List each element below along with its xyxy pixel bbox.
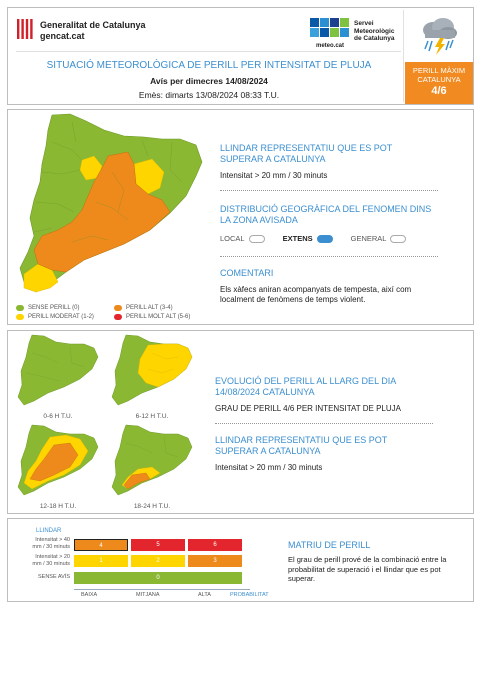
max-danger-value: 4/6 bbox=[431, 85, 447, 97]
matrix-axis-title: PROBABILITAT bbox=[230, 592, 269, 598]
matrix-text: El grau de perill prové de la combinació entre la probabilitat de superació i el llindar que es pot superar. bbox=[288, 555, 447, 583]
servei-meteorologic-name bbox=[354, 20, 394, 43]
matrix-x-label: MITJANA bbox=[136, 592, 160, 598]
servei-line: Meteorològic bbox=[354, 27, 395, 35]
legend-label: PERILL MOLT ALT (5-6) bbox=[126, 314, 191, 320]
threshold-text: Intensitat > 20 mm / 30 minuts bbox=[220, 171, 328, 180]
mini-map-caption: 6-12 H T.U. bbox=[135, 413, 169, 420]
header-divider bbox=[403, 10, 404, 102]
legend-moderate bbox=[16, 314, 94, 320]
max-danger-badge bbox=[405, 62, 473, 104]
gencat-url: gencat.cat bbox=[40, 31, 85, 41]
legend-swatch bbox=[16, 305, 24, 311]
evolution-title: EVOLUCIÓ DEL PERILL AL LLARG DEL DIA 14/08/2024 CATALUNYA bbox=[215, 376, 396, 397]
matrix-cell: 5 bbox=[131, 539, 185, 551]
meteocat-logo bbox=[310, 18, 350, 44]
toggle-label: GENERAL bbox=[350, 234, 387, 243]
legend-low bbox=[16, 305, 79, 311]
matrix-cell: 2 bbox=[131, 555, 185, 567]
matrix-row-label-line: Intensitat > 20 bbox=[35, 554, 70, 560]
servei-line: Servei bbox=[354, 20, 374, 27]
mini-map-6-12h bbox=[108, 333, 196, 413]
toggle-switch[interactable] bbox=[317, 235, 333, 243]
legend-very-high bbox=[114, 314, 190, 320]
toggle-general[interactable] bbox=[351, 234, 407, 243]
header-rule bbox=[16, 51, 401, 52]
section-separator bbox=[215, 423, 433, 424]
evolution-section bbox=[215, 376, 433, 414]
threshold-section bbox=[220, 143, 438, 181]
generalitat-line: Generalitat de Catalunya bbox=[40, 20, 146, 30]
mini-map-12-18h bbox=[14, 423, 102, 503]
evolution-panel bbox=[7, 330, 474, 514]
toggle-extens[interactable] bbox=[283, 234, 333, 243]
main-map-panel bbox=[7, 109, 474, 325]
generalitat-name bbox=[40, 20, 146, 42]
forecast-date: Avís per dimecres 14/08/2024 bbox=[150, 76, 268, 86]
rain-storm-icon bbox=[416, 16, 460, 56]
evolution-threshold-text: Intensitat > 20 mm / 30 minuts bbox=[215, 463, 323, 472]
matrix-row-label bbox=[12, 554, 70, 568]
servei-line: de Catalunya bbox=[354, 35, 395, 42]
matrix-cell: 1 bbox=[74, 555, 128, 567]
matrix-x-label: BAIXA bbox=[81, 592, 98, 598]
bulletin-header bbox=[7, 7, 474, 105]
mini-map-0-6h bbox=[14, 333, 102, 413]
toggle-label: EXTENS bbox=[282, 234, 313, 243]
comment-section bbox=[220, 268, 438, 305]
matrix-row-label-line: mm / 30 minuts bbox=[32, 544, 70, 550]
section-separator bbox=[220, 256, 438, 257]
threshold-title: LLINDAR REPRESENTATIU QUE ES POT SUPERAR A CATALUNYA bbox=[220, 143, 393, 164]
max-danger-label bbox=[405, 62, 473, 84]
matrix-x-axis bbox=[74, 589, 250, 590]
matrix-row-label bbox=[12, 537, 70, 551]
distribution-toggles bbox=[220, 234, 438, 243]
evolution-text: GRAU DE PERILL 4/6 PER INTENSITAT DE PLUJA bbox=[215, 404, 401, 413]
max-danger-label-line: PERILL MÀXIM bbox=[412, 66, 466, 75]
toggle-switch[interactable] bbox=[249, 235, 265, 243]
bulletin-title: SITUACIÓ METEOROLÒGICA DE PERILL PER INTENSITAT DE PLUJA bbox=[46, 60, 372, 71]
legend-swatch bbox=[16, 314, 24, 320]
distribution-section bbox=[220, 204, 438, 243]
matrix-x-label: ALTA bbox=[198, 592, 211, 598]
matrix-cell: 3 bbox=[188, 555, 242, 567]
toggle-label: LOCAL bbox=[220, 234, 245, 243]
toggle-switch[interactable] bbox=[390, 235, 406, 243]
matrix-cell: 6 bbox=[188, 539, 242, 551]
legend-label: SENSE PERILL (0) bbox=[28, 305, 80, 311]
legend-label: PERILL MODERAT (1-2) bbox=[28, 314, 94, 320]
section-separator bbox=[220, 190, 438, 191]
matrix-cell: 0 bbox=[74, 572, 242, 584]
matrix-cell-active: 4 bbox=[74, 539, 128, 551]
matrix-row-label: SENSE AVÍS bbox=[38, 574, 70, 580]
generalitat-logo bbox=[16, 18, 36, 40]
legend-swatch bbox=[114, 314, 122, 320]
meteocat-logo-text: meteo.cat bbox=[315, 43, 344, 49]
matrix-row-label-line: mm / 30 minuts bbox=[32, 561, 70, 567]
matrix-threshold-header: LLINDAR bbox=[36, 528, 62, 534]
mini-map-18-24h bbox=[108, 423, 196, 503]
toggle-local[interactable] bbox=[220, 234, 265, 243]
distribution-title: DISTRIBUCIÓ GEOGRÀFICA DEL FENOMEN DINS LA ZONA AVISADA bbox=[220, 204, 432, 225]
danger-matrix-panel bbox=[7, 518, 474, 602]
mini-map-caption: 0-6 H T.U. bbox=[43, 413, 73, 420]
catalonia-danger-map bbox=[12, 112, 212, 312]
matrix-title: MATRIU DE PERILL bbox=[288, 540, 371, 550]
max-danger-label-line: CATALUNYA bbox=[417, 75, 461, 84]
comment-text: Els xàfecs aniran acompanyats de tempesta, així com localment de fenòmens de temps violent. bbox=[220, 285, 412, 304]
mini-map-caption: 12-18 H T.U. bbox=[39, 503, 77, 510]
comment-title: COMENTARI bbox=[220, 268, 274, 278]
legend-swatch bbox=[114, 305, 122, 311]
matrix-row-label-line: Intensitat > 40 bbox=[35, 537, 70, 543]
legend-label: PERILL ALT (3-4) bbox=[126, 305, 173, 311]
issued-timestamp: Emès: dimarts 13/08/2024 08:33 T.U. bbox=[138, 90, 280, 100]
evolution-threshold-section bbox=[215, 435, 433, 473]
evolution-threshold-title: LLINDAR REPRESENTATIU QUE ES POT SUPERAR A CATALUNYA bbox=[215, 435, 388, 456]
mini-map-caption: 18-24 H T.U. bbox=[133, 503, 171, 510]
legend-high bbox=[114, 305, 173, 311]
